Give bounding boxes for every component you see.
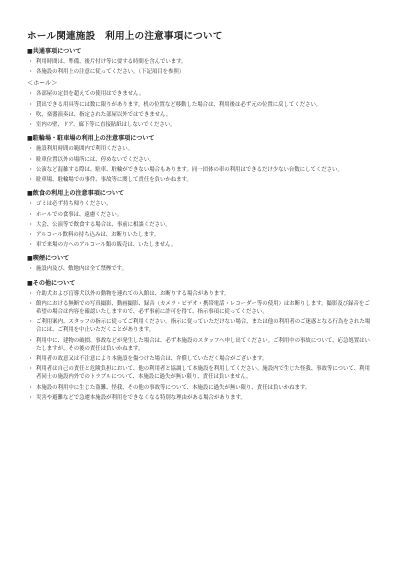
list-item: ・ 館内における無断での写真撮影、動画撮影、録音（カメラ・ビデオ・携帯電話・レコーダー等の使用）はお断りします。撮影及び録音をご希望の場合は内容を確認いたしますので、必ず事前に許可を得て、指示事項に従ってください。 <box>27 300 374 316</box>
list-item: ・ ホールでの食事は、遠慮ください。 <box>27 211 374 219</box>
document-body <box>27 48 374 404</box>
list-item: ・ 施設利用時間の範囲内で利用ください。 <box>27 145 374 153</box>
page-title: ホール関連施設 利用上の注意事項について <box>27 31 223 42</box>
list-item: ・ 利用者の故意又は不注意により本施設を傷つけた場合は、弁償していただく場合がございます。 <box>27 355 374 363</box>
list-item: ・ 貸出できる用具等には数に限りがあります。机の位置など移動した場合は、利用後は必ず元の位置に戻してください。 <box>27 101 374 109</box>
list-item: ・ 利用中に、建物の破損、事故などが発生した場合は、必ず本施設のスタッフへ申し出てください。ご利用中の事故について、応急処置はいたしますが、その後の責任は負いかねます。 <box>27 337 374 353</box>
list-item: ・ 吹、楽器演奏は、指定された部屋以外ではできません。 <box>27 111 374 119</box>
section-heading-other: ■その他について <box>27 279 76 287</box>
list-item: ・ 各部屋の定員を超えての使用はできません。 <box>27 90 374 98</box>
section-list-common <box>27 58 374 76</box>
section-heading-smoking: ■喫煙について <box>27 255 70 263</box>
list-item: ・ ゴミは必ず持ち帰りください。 <box>27 200 374 208</box>
section-list-other <box>27 290 374 402</box>
list-item: ・ 駐車場、駐輪場での事件、事故等に関して責任を負いかねます。 <box>27 176 374 184</box>
list-item: ・ アルコール飲料の持ち込みは、お断りいたします。 <box>27 231 374 239</box>
section-list-smoking <box>27 265 374 273</box>
list-item: ・ 利用者は自己の責任と危険負担において、他の利用者と協調して本施設を利用してください。施設内で生じた怪我、事故等について、利用者同士の施設内外でのトラブルについて、本施設に過失が無い限り、責任は負いません。 <box>27 365 374 381</box>
list-item: ・ 公演など混雑する際は、駐車、駐輪ができない場合もあります。同一団体の車の利用はできるだけ少ない台数にしてください。 <box>27 166 374 174</box>
list-item: ・ 施設内及び、敷地内は全て禁煙です。 <box>27 265 374 273</box>
section-heading-hall: ＜ホール＞ <box>27 80 58 88</box>
section-list-parking <box>27 145 374 184</box>
list-item: ・ ご利用案内、スタッフの指示に従ってご利用ください。指示に従っていただけない場合、または他の利用者のご迷惑となる行為をされた場合には、ご利用を中止いただくことがあります。 <box>27 318 374 334</box>
list-item: ・ 大会、公演等で飲食する場合は、事前に相談ください。 <box>27 221 374 229</box>
list-item: ・ 本施設の利用中に生じた盗難、怪我、その他の事故等について、本施設に過失が無い限り、責任は負いかねます。 <box>27 384 374 392</box>
section-list-food <box>27 200 374 249</box>
section-heading-food: ■飲食の利用上の注意事項について <box>27 190 125 198</box>
list-item: ・ 各施設の利用上の注意に従ってください。（下記項目を参照） <box>27 68 374 76</box>
list-item: ・ 駐車位置以外の場所には、停めないでください。 <box>27 156 374 164</box>
section-heading-parking: ■駐輪場・駐車場の利用上の注意事項について <box>27 135 155 143</box>
list-item: ・ 災害や避難などで急遽本施設が利用をできなくなる特別な理由がある場合があります。 <box>27 394 374 402</box>
list-item: ・ 利用時間は、準備、後片付け等に要する時間を含んでいます。 <box>27 58 374 66</box>
section-list-hall <box>27 90 374 129</box>
list-item: ・ 介助犬および盲導犬以外の動物を連れての入館は、お断りする場合があります。 <box>27 290 374 298</box>
section-heading-common: ■共通事項について <box>27 48 82 55</box>
list-item: ・ 車で来場の方へのアルコール類の販売は、いたしません。 <box>27 241 374 249</box>
list-item: ・ 室内の壁、ドア、廊下等に直接貼紙はしないでください。 <box>27 121 374 129</box>
